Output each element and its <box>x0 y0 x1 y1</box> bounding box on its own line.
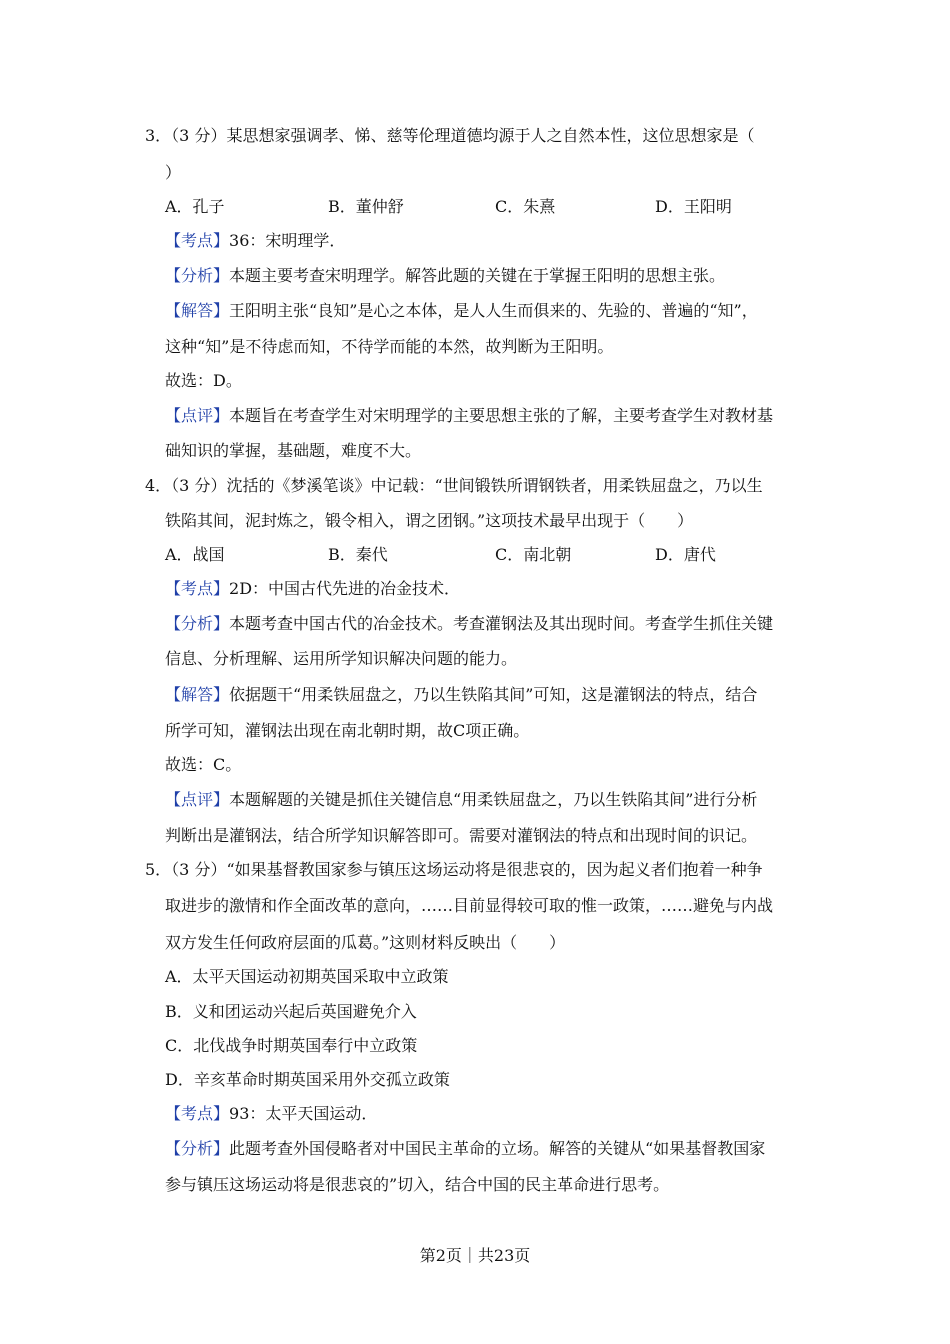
q4-jieda-line1 <box>165 684 757 706</box>
q5-stem-line3: 双方发生任何政府层面的瓜葛。”这则材料反映出（ ） <box>165 933 566 952</box>
q5-kaodian <box>165 1103 377 1125</box>
q4-fenxi-line2: 信息、分析理解、运用所学知识解决问题的能力。 <box>165 649 518 668</box>
fenxi-tag: 【分析】 <box>165 1139 230 1158</box>
q4-option-c: C．南北朝 <box>495 545 572 564</box>
q5-fenxi-text1: 此题考查外国侵略者对中国民主革命的立场。解答的关键从“如果基督教国家 <box>229 1139 766 1158</box>
q3-fenxi <box>165 265 725 287</box>
q5-stem-line2: 取进步的激情和作全面改革的意向，……目前显得较可取的惟一政策，……避免与内战 <box>165 896 774 915</box>
q3-option-d: D．王阳明 <box>655 197 732 216</box>
q3-dianping-text1: 本题旨在考查学生对宋明理学的主要思想主张的了解，主要考查学生对教材基 <box>229 406 774 425</box>
q4-fenxi-text1: 本题考查中国古代的冶金技术。考查灌钢法及其出现时间。考查学生抓住关键 <box>229 614 774 633</box>
q3-fenxi-text: 本题主要考查宋明理学。解答此题的关键在于掌握王阳明的思想主张。 <box>229 266 726 285</box>
fenxi-tag: 【分析】 <box>165 614 230 633</box>
q3-stem-line1: 3．（3 分）某思想家强调孝、悌、慈等伦理道德均源于人之自然本性，这位思想家是（ <box>145 126 755 145</box>
q3-dianping-line2: 础知识的掌握，基础题，难度不大。 <box>165 441 422 460</box>
q4-dianping-line2: 判断出是灌钢法，结合所学知识解答即可。需要对灌钢法的特点和出现时间的识记。 <box>165 826 758 845</box>
jieda-tag: 【解答】 <box>165 685 230 704</box>
q5-option-b: B．义和团运动兴起后英国避免介入 <box>165 1002 417 1021</box>
q4-stem-line1: 4．（3 分）沈括的《梦溪笔谈》中记载：“世间锻铁所谓钢铁者，用柔铁屈盘之，乃以生 <box>145 476 763 495</box>
dianping-tag: 【点评】 <box>165 790 230 809</box>
q4-option-a: A．战国 <box>165 545 225 564</box>
q4-fenxi-line1 <box>165 613 773 635</box>
q3-kaodian <box>165 230 345 252</box>
q4-kaodian-text: 2D：中国古代先进的冶金技术． <box>229 579 461 598</box>
q3-option-a: A．孔子 <box>165 197 225 216</box>
kaodian-tag: 【考点】 <box>165 579 230 598</box>
kaodian-tag: 【考点】 <box>165 231 230 250</box>
q5-option-a: A．太平天国运动初期英国采取中立政策 <box>165 967 449 986</box>
q4-stem-line2: 铁陷其间，泥封炼之，锻令相入，谓之团钢。”这项技术最早出现于（ ） <box>165 511 694 530</box>
q5-kaodian-text: 93：太平天国运动． <box>229 1104 378 1123</box>
q3-option-c: C．朱熹 <box>495 197 556 216</box>
q5-option-d: D．辛亥革命时期英国采用外交孤立政策 <box>165 1070 450 1089</box>
jieda-tag: 【解答】 <box>165 301 230 320</box>
q3-jieda-line2: 这种“知”是不待虑而知，不待学而能的本然，故判断为王阳明。 <box>165 337 614 356</box>
q4-answer: 故选：C。 <box>165 755 242 774</box>
q5-fenxi-line2: 参与镇压这场运动将是很悲哀的”切入，结合中国的民主革命进行思考。 <box>165 1175 670 1194</box>
q3-dianping-line1 <box>165 405 773 427</box>
q4-jieda-text1: 依据题干“用柔铁屈盘之，乃以生铁陷其间”可知，这是灌钢法的特点，结合 <box>229 685 758 704</box>
q5-stem-line1: 5．（3 分）“如果基督教国家参与镇压这场运动将是很悲哀的，因为起义者们抱着一种争 <box>145 860 763 879</box>
q3-kaodian-text: 36：宋明理学． <box>229 231 346 250</box>
q5-fenxi-line1 <box>165 1138 765 1160</box>
kaodian-tag: 【考点】 <box>165 1104 230 1123</box>
dianping-tag: 【点评】 <box>165 406 230 425</box>
q4-option-d: D．唐代 <box>655 545 716 564</box>
q3-answer: 故选：D。 <box>165 371 242 390</box>
q3-jieda-line1 <box>165 300 758 322</box>
q4-dianping-line1 <box>165 789 757 811</box>
q3-jieda-text1: 王阳明主张“良知”是心之本体，是人人生而俱来的、先验的、普遍的“知”， <box>229 301 758 320</box>
fenxi-tag: 【分析】 <box>165 266 230 285</box>
q3-stem-line2: ） <box>165 163 182 182</box>
q4-jieda-line2: 所学可知，灌钢法出现在南北朝时期，故C项正确。 <box>165 721 530 740</box>
q4-kaodian <box>165 578 460 600</box>
q5-option-c: C．北伐战争时期英国奉行中立政策 <box>165 1036 418 1055</box>
q4-dianping-text1: 本题解题的关键是抓住关键信息“用柔铁屈盘之，乃以生铁陷其间”进行分析 <box>229 790 758 809</box>
q4-option-b: B．秦代 <box>328 545 388 564</box>
q3-option-b: B．董仲舒 <box>328 197 404 216</box>
page-footer: 第2页｜共23页 <box>419 1246 531 1265</box>
